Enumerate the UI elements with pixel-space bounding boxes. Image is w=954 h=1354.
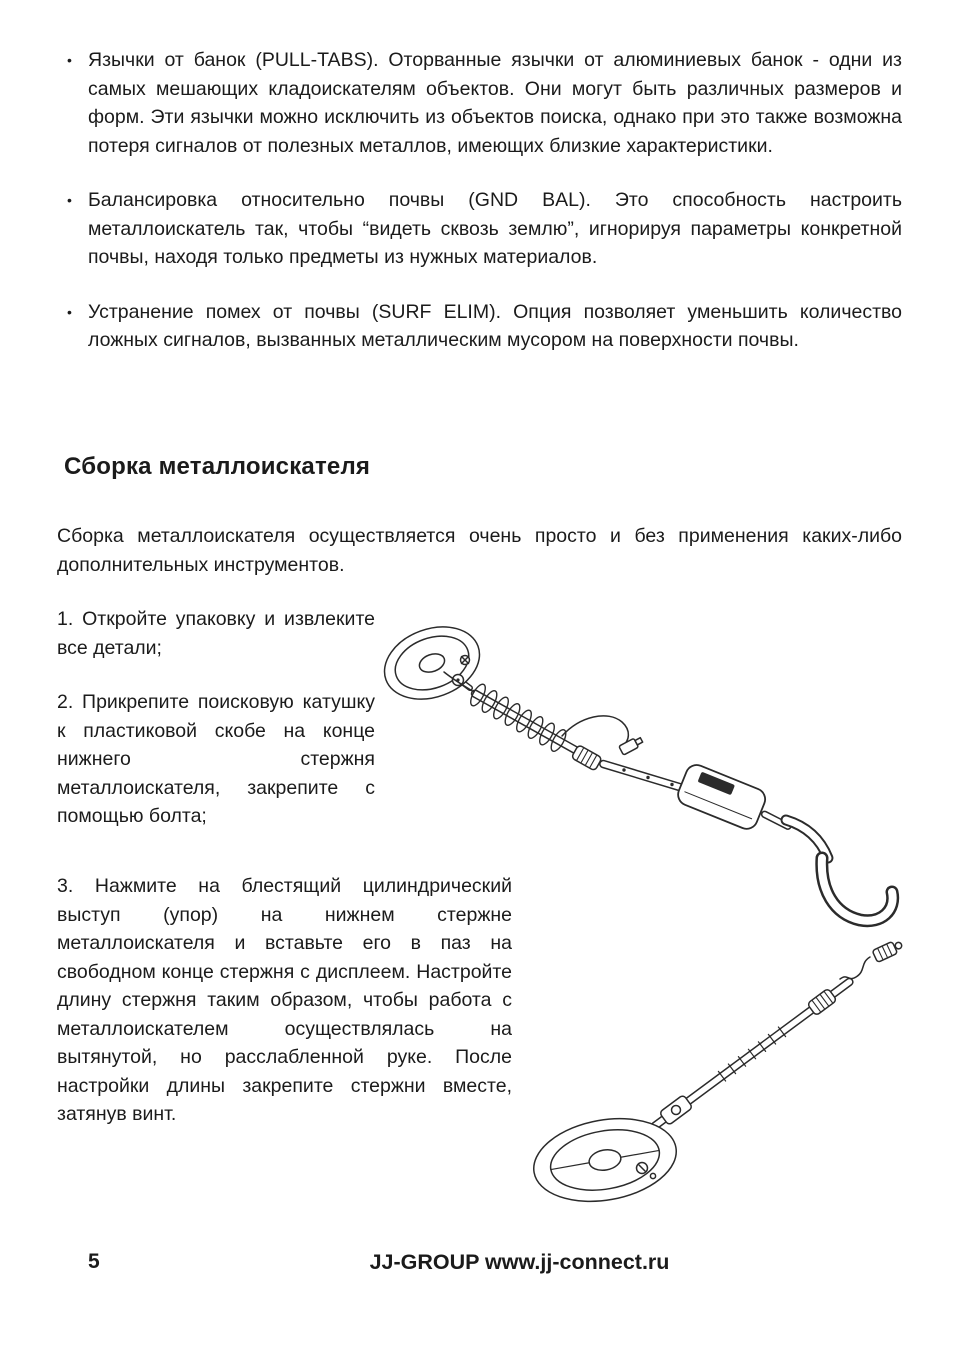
bullet-item-pull-tabs xyxy=(57,46,902,160)
diagram-detector-assembled xyxy=(512,925,917,1220)
bullet-item-gnd-bal xyxy=(57,186,902,272)
assembly-step-3: 3. Нажмите на блестящий цилиндрический выступ (упор) на нижнем стержне металлоискателя и вставьте его в паз на свободном конце стержня с дисплеем. Настройте длину стержня таким образом, чтобы работа с металлоискателем осуществлялась на вытянутой, но расслабленной руке. После настройки длины закрепите стержни вместе, затянув винт. xyxy=(57,875,512,1125)
bullet-list xyxy=(57,46,902,381)
armrest xyxy=(786,820,893,921)
control-box xyxy=(675,762,769,832)
cable-connector xyxy=(619,735,644,755)
assembly-step-2: 2. Прикрепите поисковую катушку к пластиковой скобе на конце нижнего стержня металлоискателя, закрепите с помощью болта; xyxy=(57,691,375,827)
bullet-marker: • xyxy=(67,52,72,68)
search-coil xyxy=(374,614,489,711)
bullet-item-surf-elim xyxy=(57,298,902,355)
page-footer xyxy=(0,1250,954,1282)
page-number: 5 xyxy=(88,1250,100,1273)
diagram-detector-parts xyxy=(372,600,907,945)
bullet-text: Устранение помех от почвы (SURF ELIM). Опция позволяет уменьшить количество ложных сигналов, вызванных металлическим мусором на поверхности почвы. xyxy=(88,300,902,351)
locking-knob xyxy=(872,938,904,962)
bullet-marker: • xyxy=(67,303,72,320)
bullet-text: Балансировка относительно почвы (GND BAL). Это способность настроить металлоискатель так, чтобы “видеть сквозь землю”, игнорируя параметры конкретной почвы, находя только предметы из нужных материалов. xyxy=(88,189,902,268)
assembly-step-1: 1. Откройте упаковку и извлеките все детали; xyxy=(57,608,375,659)
section-heading: Сборка металлоискателя xyxy=(64,453,371,480)
footer-brand: JJ-GROUP www.jj-connect.ru xyxy=(369,1250,670,1274)
bullet-text: Язычки от банок (PULL-TABS). Оторванные язычки от алюминиевых банок - одни из самых мешающих кладоискателям объектов. Они могут быть различных размеров и форм. Эти язычки можно исключить из объектов поиска, однако при это также возможна потеря сигналов от полезных металлов, имеющих близкие характеристики. xyxy=(88,49,902,157)
bullet-marker: • xyxy=(67,192,72,208)
intro-paragraph: Сборка металлоискателя осуществляется очень просто и без применения каких-либо дополнительных инструментов. xyxy=(57,525,902,576)
